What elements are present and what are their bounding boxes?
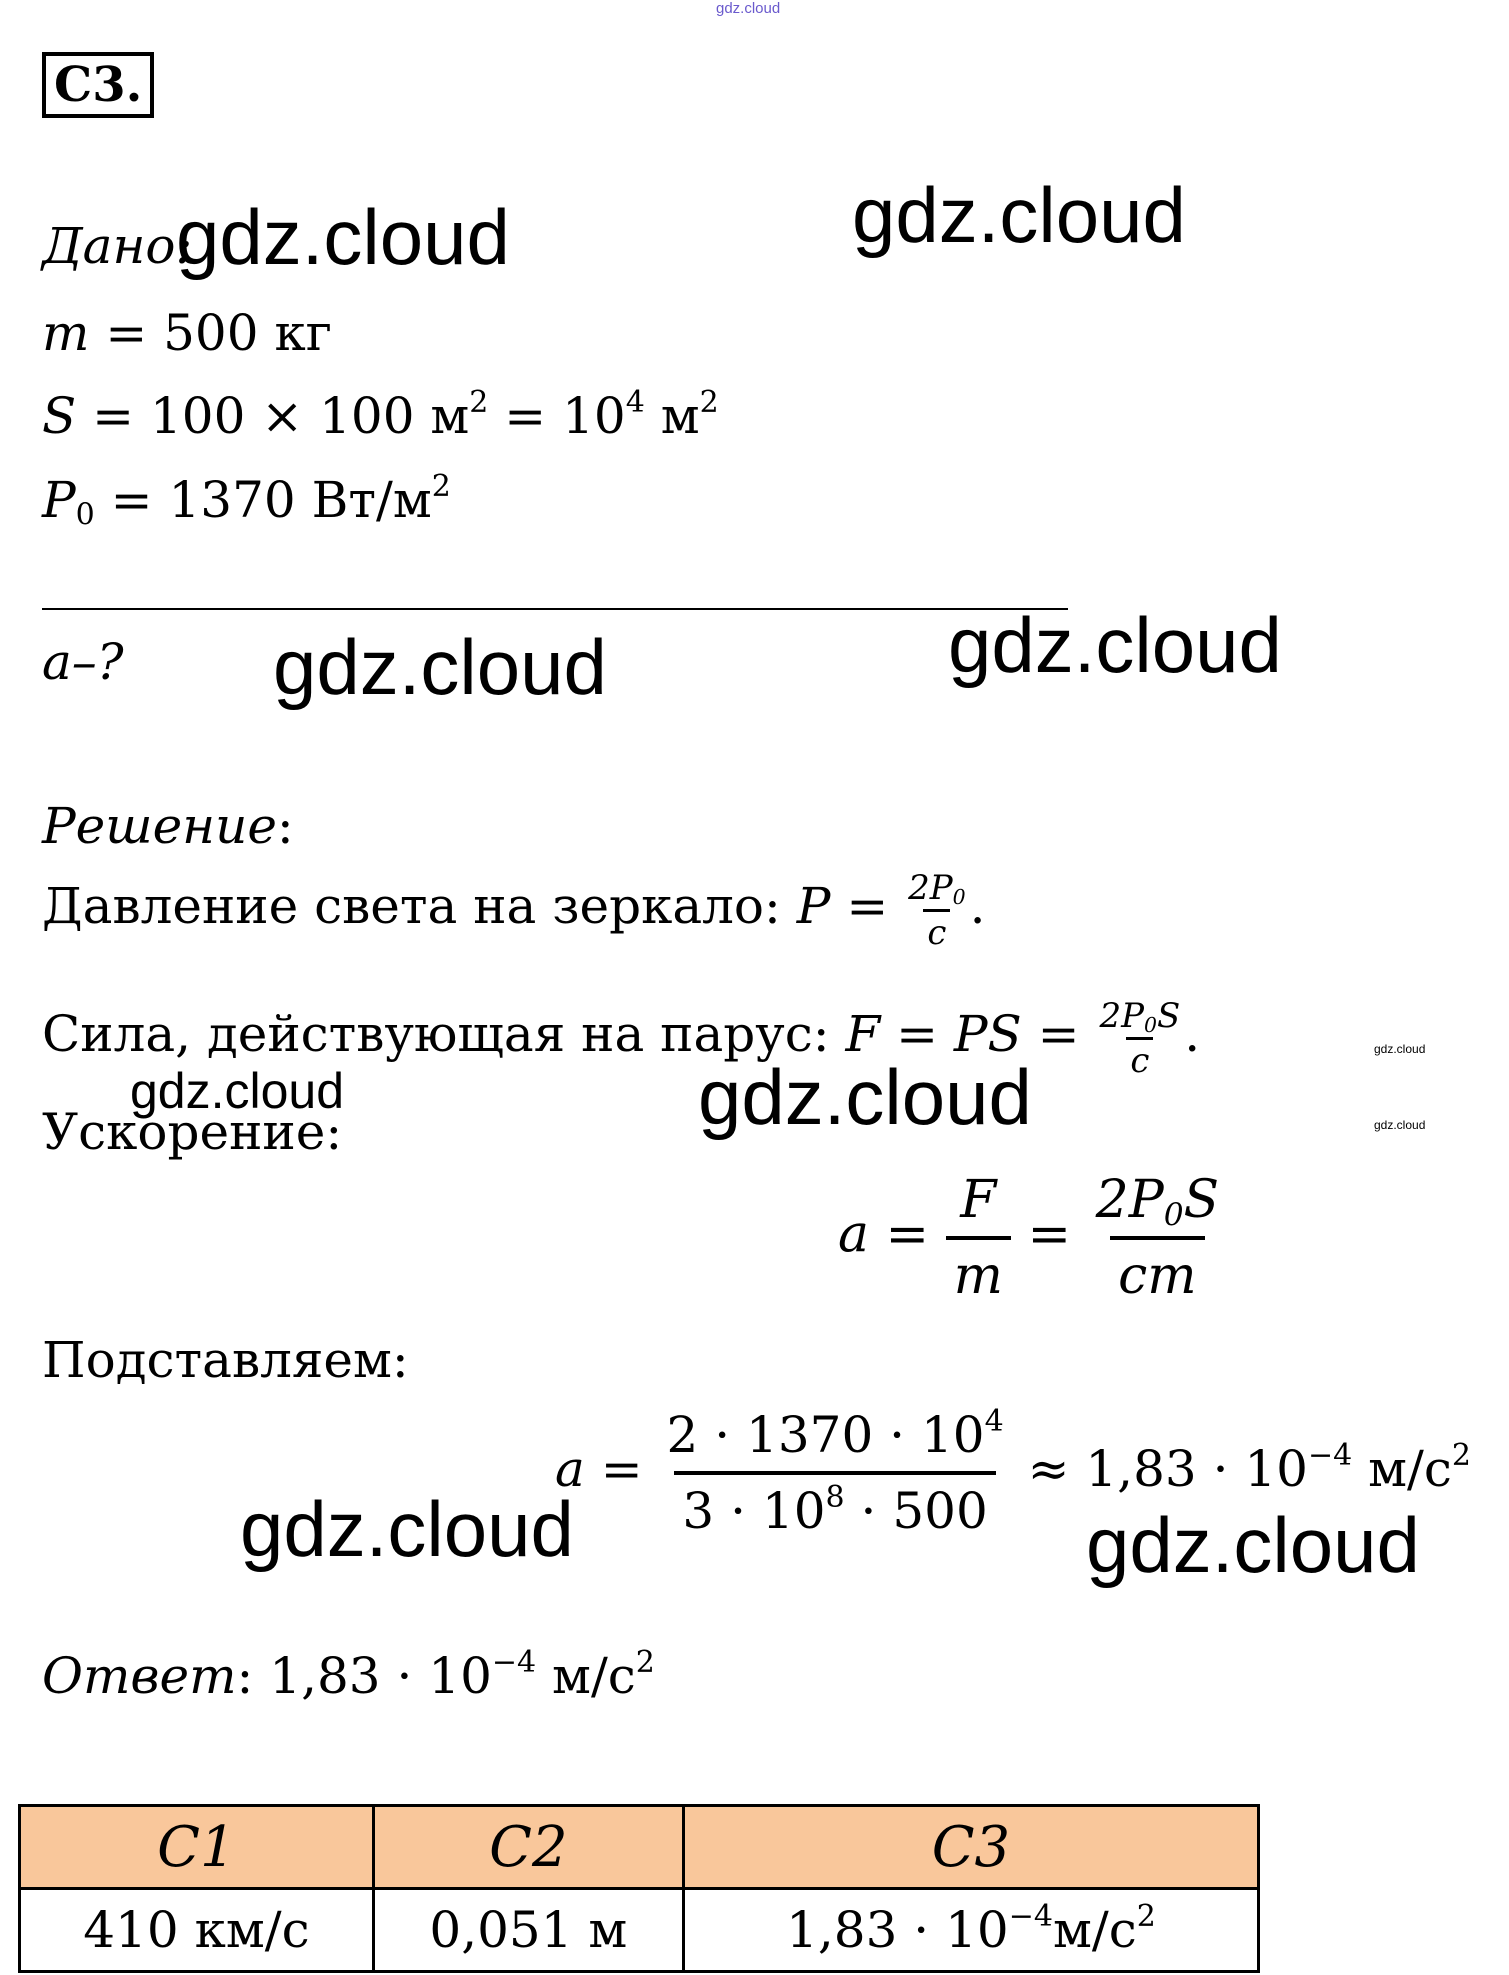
watermark-6: gdz.cloud <box>698 1053 1032 1141</box>
formula2-exp: −4 <box>1308 1438 1353 1473</box>
given-mass <box>42 303 332 363</box>
answers-table <box>18 1804 1260 1973</box>
formula1-frac2-num-tail: S <box>1183 1170 1220 1230</box>
answer-unit: м/с <box>536 1647 636 1705</box>
formula2-unit-exp: 2 <box>1451 1438 1471 1473</box>
formula2-frac-den <box>674 1471 995 1541</box>
watermark-7: gdz.cloud <box>240 1485 574 1573</box>
answer-label: Ответ <box>42 1647 237 1705</box>
answers-table-value-c3-unit-exp: 2 <box>1136 1899 1156 1934</box>
answers-table-row <box>20 1889 1259 1972</box>
given-area-eq: = 100 × 100 м <box>92 387 470 445</box>
pressure-fraction <box>904 869 970 952</box>
watermark-2: gdz.cloud <box>852 171 1186 259</box>
force-frac-den: c <box>1126 1037 1153 1080</box>
formula2-frac-den-exp: 8 <box>825 1480 845 1515</box>
given-mass-var: m <box>42 304 90 362</box>
answer-colon: : <box>236 1647 254 1705</box>
pressure-frac-num-sub: 0 <box>952 884 966 909</box>
watermark-small-2: gdz.cloud <box>1374 1118 1426 1132</box>
problem-number-badge: С3. <box>42 52 154 118</box>
force-text: Сила, действующая на парус: <box>42 1005 830 1063</box>
pressure-lhs: P = <box>796 877 889 935</box>
given-label: Дано: <box>42 217 193 275</box>
formula2-frac-num-exp: 4 <box>984 1404 1004 1439</box>
given-power-exp: 2 <box>431 469 451 504</box>
given-power-value: = 1370 Вт/м <box>110 471 432 529</box>
given-area-unit: м <box>644 387 700 445</box>
formula-acceleration <box>838 1170 1227 1306</box>
force-frac-num-tail: S <box>1156 995 1181 1036</box>
formula1-frac1 <box>946 1170 1011 1306</box>
solution-line-acceleration: Ускорение: <box>42 1103 343 1161</box>
formula2-approx: ≈ 1,83 · 10 <box>1027 1440 1308 1498</box>
formula2-frac-den-text: 3 · 10 <box>682 1482 826 1540</box>
force-frac-num-text: 2P <box>1099 995 1144 1036</box>
watermark-top: gdz.cloud <box>716 0 781 17</box>
watermark-1: gdz.cloud <box>176 193 510 281</box>
pressure-end: . <box>969 877 986 935</box>
watermark-small-1: gdz.cloud <box>1374 1042 1426 1056</box>
formula1-frac2-num <box>1088 1170 1228 1236</box>
watermark-8: gdz.cloud <box>1086 1501 1420 1589</box>
force-frac-num <box>1095 997 1184 1037</box>
formula2-eq: = <box>600 1440 643 1498</box>
force-lhs: F = PS = <box>845 1005 1080 1063</box>
answer-unit-exp: 2 <box>635 1645 655 1680</box>
answers-table-value-c3 <box>683 1889 1258 1972</box>
given-area-exp3: 2 <box>699 385 719 420</box>
solution-label-text: Решение <box>42 797 277 855</box>
formula1-frac1-num: F <box>960 1170 997 1230</box>
answers-table-value-c2: 0,051 м <box>373 1889 683 1972</box>
formula1-frac2-num-text: 2P <box>1095 1170 1164 1230</box>
solution-label-colon: : <box>276 797 294 855</box>
answers-table-value-c1: 410 км/с <box>20 1889 374 1972</box>
given-area-exp2: 4 <box>625 385 645 420</box>
force-end: . <box>1184 1005 1201 1063</box>
force-frac-num-sub: 0 <box>1143 1012 1157 1037</box>
given-area-exp1: 2 <box>469 385 489 420</box>
answers-table-value-c3-exp: −4 <box>1008 1899 1053 1934</box>
formula2-unit: м/с <box>1352 1440 1452 1498</box>
watermark-4: gdz.cloud <box>948 601 1282 689</box>
formula1-eq: = <box>885 1204 930 1265</box>
answers-table-header-c1: С1 <box>20 1806 374 1889</box>
formula2-frac-num <box>659 1405 1012 1471</box>
given-power-var: P <box>42 471 76 529</box>
answer-exp: −4 <box>491 1645 537 1680</box>
given-area <box>42 386 719 446</box>
formula2-a: a <box>555 1440 585 1498</box>
pressure-frac-num <box>904 869 970 909</box>
given-mass-value: = 500 кг <box>105 304 332 362</box>
formula1-frac2 <box>1088 1170 1228 1306</box>
answers-table-header-row <box>20 1806 1259 1889</box>
solution-label <box>42 796 294 856</box>
given-power <box>42 469 451 533</box>
answer-value: 1,83 · 10 <box>269 1647 492 1705</box>
answers-table-header-c2: С2 <box>373 1806 683 1889</box>
given-power-sub: 0 <box>75 497 95 533</box>
watermark-5: gdz.cloud <box>130 1063 345 1119</box>
force-fraction <box>1095 997 1184 1080</box>
given-divider <box>42 608 1068 610</box>
answers-table-header-c3: С3 <box>683 1806 1258 1889</box>
answers-table-value-c3-unit: м/с <box>1052 1901 1137 1959</box>
formula1-eq2: = <box>1027 1204 1072 1265</box>
given-area-mid: = 10 <box>488 387 626 445</box>
pressure-text: Давление света на зеркало: <box>42 877 781 935</box>
answer-line <box>42 1646 655 1706</box>
formula1-frac2-den: cm <box>1110 1236 1204 1306</box>
formula1-frac2-num-sub: 0 <box>1163 1196 1184 1233</box>
pressure-frac-den: c <box>923 909 950 952</box>
formula2-frac-den-tail: · 500 <box>844 1482 988 1540</box>
answers-table-value-c3-num: 1,83 · 10 <box>786 1901 1009 1959</box>
formula2-frac-num-text: 2 · 1370 · 10 <box>666 1406 985 1464</box>
solution-line-pressure <box>42 868 986 952</box>
formula1-a: a <box>838 1204 870 1265</box>
solution-line-substitute: Подставляем: <box>42 1331 409 1389</box>
watermark-3: gdz.cloud <box>273 623 607 711</box>
pressure-frac-num-text: 2P <box>908 867 953 908</box>
formula2-frac <box>659 1405 1012 1541</box>
find-label: a–? <box>42 633 124 691</box>
formula1-frac1-den: m <box>946 1236 1011 1306</box>
given-area-var: S <box>42 387 77 445</box>
